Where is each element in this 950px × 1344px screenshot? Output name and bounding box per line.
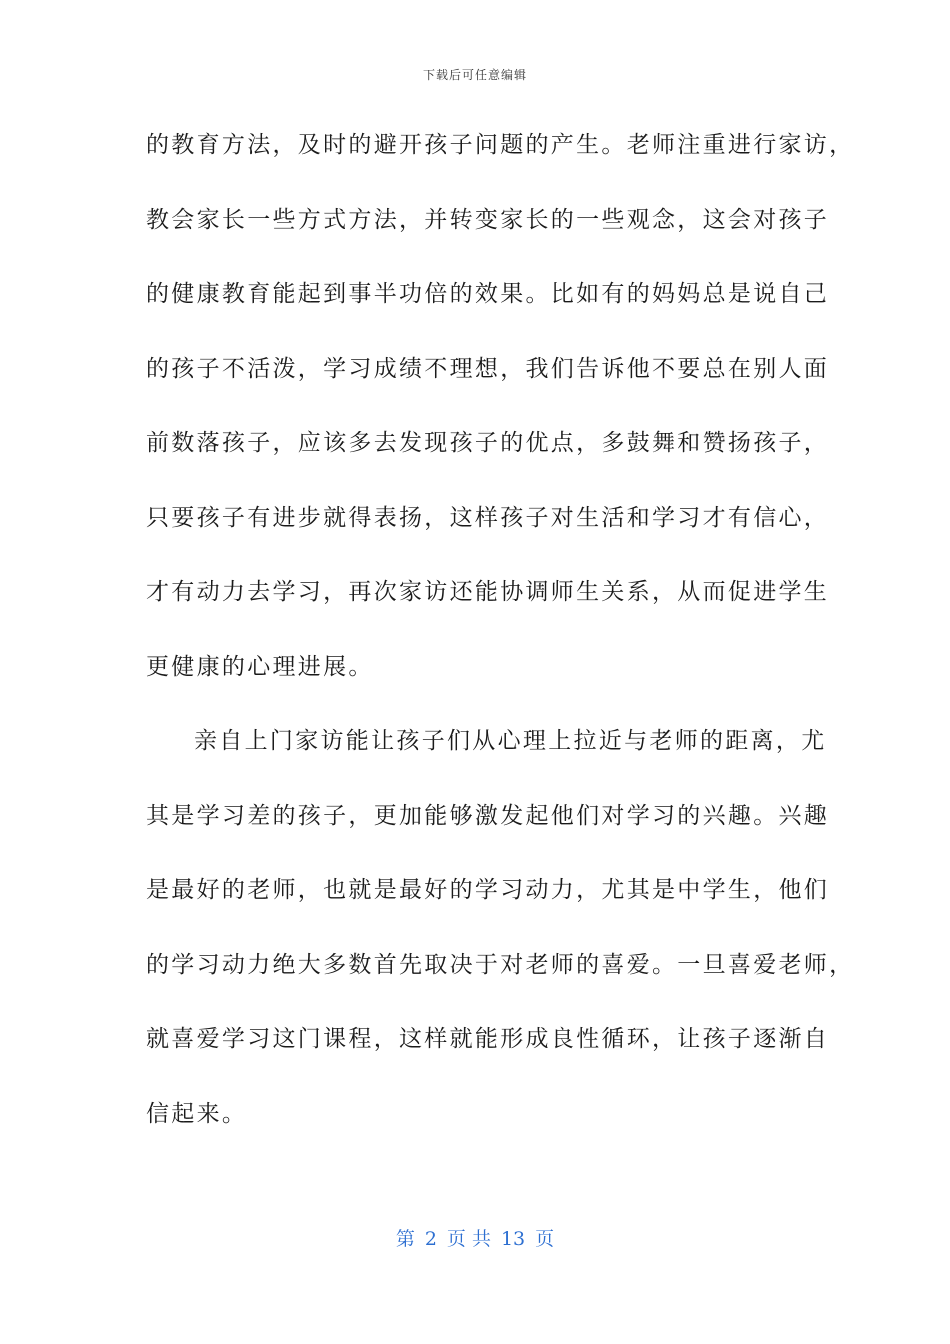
body-line: 的学习动力绝大多数首先取决于对老师的喜爱。一旦喜爱老师，: [146, 951, 855, 978]
page-number-footer: [0, 1224, 950, 1251]
body-line: 前数落孩子，应该多去发现孩子的优点，多鼓舞和赞扬孩子，: [146, 430, 830, 456]
page-header: 下载后可任意编辑: [422, 68, 527, 82]
total-pages-number: 13: [500, 1228, 526, 1250]
page-label-suffix: 页: [535, 1228, 555, 1250]
body-line: 的教育方法，及时的避开孩子问题的产生。老师注重进行家访，: [146, 132, 855, 158]
body-line: 就喜爱学习这门课程，这样就能形成良性循环，让孩子逐渐自: [146, 1026, 830, 1052]
page-label-prefix: 第: [395, 1228, 415, 1250]
body-line: 信起来。: [146, 1100, 248, 1127]
document-body: [146, 120, 855, 1163]
body-line: 是最好的老师，也就是最好的学习动力，尤其是中学生，他们: [146, 877, 830, 903]
body-line: 的健康教育能起到事半功倍的效果。比如有的妈妈总是说自己: [146, 281, 830, 307]
body-line: 才有动力去学习，再次家访还能协调师生关系，从而促进学生: [146, 579, 830, 605]
body-line: 只要孩子有进步就得表扬，这样孩子对生活和学习才有信心，: [146, 504, 830, 531]
body-line: 的孩子不活泼，学习成绩不理想，我们告诉他不要总在别人面: [146, 355, 830, 382]
page-label-mid: 页 共: [446, 1228, 491, 1250]
current-page-number: 2: [424, 1228, 437, 1250]
paragraph-first-line: 亲自上门家访能让孩子们从心理上拉近与老师的距离，尤: [194, 728, 827, 754]
body-line: 其是学习差的孩子，更加能够激发起他们对学习的兴趣。兴趣: [146, 802, 830, 829]
body-line: 更健康的心理进展。: [146, 653, 374, 680]
body-line: 教会家长一些方式方法，并转变家长的一些观念，这会对孩子: [146, 206, 830, 233]
